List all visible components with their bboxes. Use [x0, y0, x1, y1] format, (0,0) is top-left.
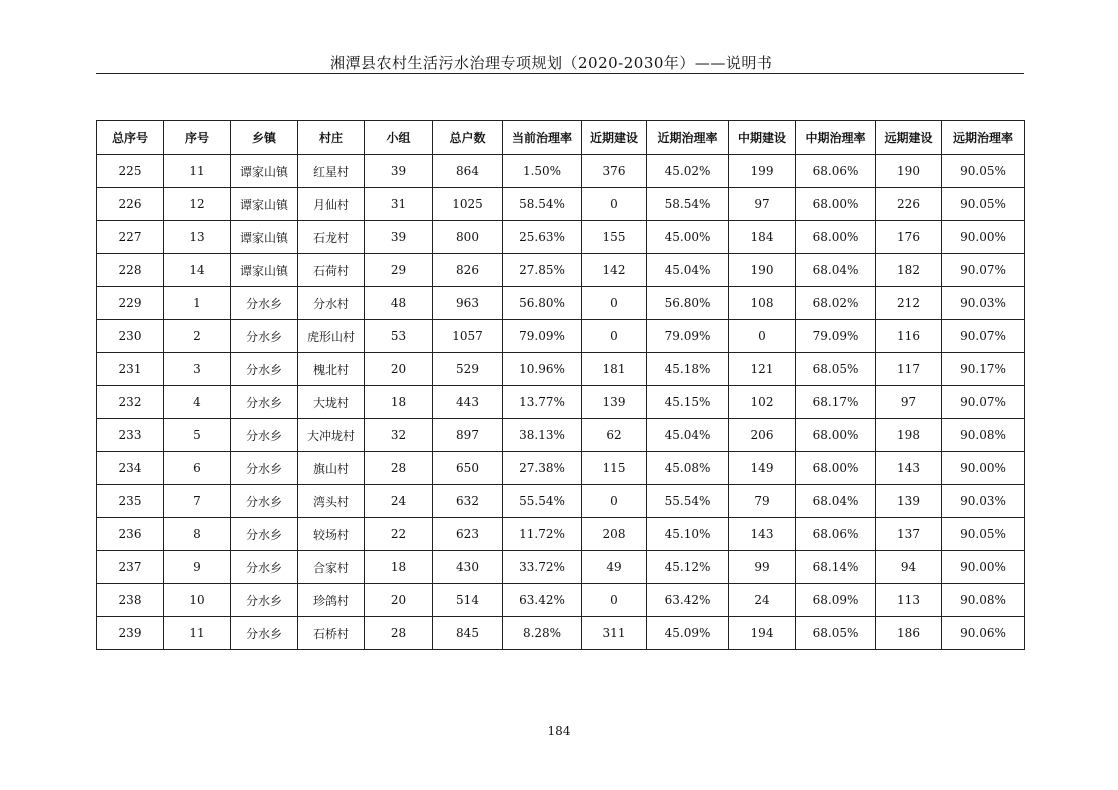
header-rule — [96, 73, 1024, 74]
table-row — [97, 320, 1025, 353]
table-cell: 239 — [97, 617, 164, 650]
table-cell: 分水乡 — [231, 617, 298, 650]
table-cell: 963 — [433, 287, 503, 320]
table-cell: 97 — [729, 188, 796, 221]
table-cell: 68.06% — [796, 155, 876, 188]
table-cell: 22 — [365, 518, 433, 551]
table-cell: 208 — [582, 518, 647, 551]
table-cell: 62 — [582, 419, 647, 452]
table-row — [97, 221, 1025, 254]
table-cell: 18 — [365, 386, 433, 419]
table-cell: 0 — [582, 287, 647, 320]
table-cell: 143 — [729, 518, 796, 551]
table-cell: 230 — [97, 320, 164, 353]
table-row — [97, 188, 1025, 221]
table-cell: 632 — [433, 485, 503, 518]
table-cell: 79 — [729, 485, 796, 518]
table-cell: 143 — [876, 452, 942, 485]
table-cell: 4 — [164, 386, 231, 419]
table-cell: 90.05% — [942, 518, 1025, 551]
table-cell: 68.05% — [796, 353, 876, 386]
table-cell: 分水乡 — [231, 353, 298, 386]
table-cell: 谭家山镇 — [231, 155, 298, 188]
table-cell: 45.15% — [647, 386, 729, 419]
table-cell: 117 — [876, 353, 942, 386]
table-cell: 45.08% — [647, 452, 729, 485]
table-cell: 1.50% — [503, 155, 582, 188]
table-cell: 谭家山镇 — [231, 221, 298, 254]
table-cell: 39 — [365, 221, 433, 254]
table-cell: 99 — [729, 551, 796, 584]
table-cell: 90.05% — [942, 155, 1025, 188]
table-cell: 45.04% — [647, 419, 729, 452]
table-cell: 137 — [876, 518, 942, 551]
table-cell: 90.07% — [942, 254, 1025, 287]
table-cell: 121 — [729, 353, 796, 386]
table-cell: 430 — [433, 551, 503, 584]
table-cell: 旗山村 — [298, 452, 365, 485]
table-cell: 11 — [164, 617, 231, 650]
table-cell: 102 — [729, 386, 796, 419]
table-cell: 谭家山镇 — [231, 188, 298, 221]
table-cell: 25.63% — [503, 221, 582, 254]
table-cell: 大冲垅村 — [298, 419, 365, 452]
table-cell: 10 — [164, 584, 231, 617]
table-row — [97, 254, 1025, 287]
table-cell: 68.00% — [796, 452, 876, 485]
table-cell: 56.80% — [647, 287, 729, 320]
table-cell: 235 — [97, 485, 164, 518]
table-cell: 24 — [729, 584, 796, 617]
table-cell: 虎形山村 — [298, 320, 365, 353]
table-cell: 206 — [729, 419, 796, 452]
table-cell: 68.17% — [796, 386, 876, 419]
table-cell: 58.54% — [647, 188, 729, 221]
table-cell: 236 — [97, 518, 164, 551]
table-cell: 237 — [97, 551, 164, 584]
table-cell: 27.85% — [503, 254, 582, 287]
table-cell: 68.14% — [796, 551, 876, 584]
table-cell: 90.07% — [942, 320, 1025, 353]
table-row — [97, 353, 1025, 386]
table-cell: 49 — [582, 551, 647, 584]
table-cell: 分水乡 — [231, 419, 298, 452]
table-cell: 13 — [164, 221, 231, 254]
table-cell: 376 — [582, 155, 647, 188]
table-cell: 6 — [164, 452, 231, 485]
table-cell: 800 — [433, 221, 503, 254]
table-row — [97, 485, 1025, 518]
data-table — [96, 120, 1025, 650]
table-cell: 311 — [582, 617, 647, 650]
table-cell: 39 — [365, 155, 433, 188]
table-cell: 45.12% — [647, 551, 729, 584]
table-cell: 槐北村 — [298, 353, 365, 386]
table-cell: 1057 — [433, 320, 503, 353]
table-row — [97, 584, 1025, 617]
table-cell: 12 — [164, 188, 231, 221]
table-cell: 45.02% — [647, 155, 729, 188]
table-cell: 186 — [876, 617, 942, 650]
table-cell: 月仙村 — [298, 188, 365, 221]
document-header-title: 湘潭县农村生活污水治理专项规划（2020-2030年）——说明书 — [330, 54, 773, 72]
table-cell: 514 — [433, 584, 503, 617]
table-cell: 63.42% — [503, 584, 582, 617]
table-cell: 珍鸽村 — [298, 584, 365, 617]
table-cell: 0 — [582, 584, 647, 617]
table-cell: 155 — [582, 221, 647, 254]
table-cell: 115 — [582, 452, 647, 485]
table-cell: 石龙村 — [298, 221, 365, 254]
table-cell: 68.04% — [796, 485, 876, 518]
table-cell: 194 — [729, 617, 796, 650]
table-cell: 90.05% — [942, 188, 1025, 221]
table-cell: 231 — [97, 353, 164, 386]
table-cell: 97 — [876, 386, 942, 419]
table-cell: 228 — [97, 254, 164, 287]
table-cell: 1025 — [433, 188, 503, 221]
table-cell: 8 — [164, 518, 231, 551]
column-header: 当前治理率 — [503, 121, 582, 155]
table-cell: 较场村 — [298, 518, 365, 551]
column-header: 总序号 — [97, 121, 164, 155]
table-cell: 20 — [365, 353, 433, 386]
table-cell: 68.02% — [796, 287, 876, 320]
table-cell: 0 — [582, 485, 647, 518]
table-cell: 9 — [164, 551, 231, 584]
table-row — [97, 287, 1025, 320]
table-cell: 谭家山镇 — [231, 254, 298, 287]
table-cell: 232 — [97, 386, 164, 419]
table-row — [97, 617, 1025, 650]
table-cell: 198 — [876, 419, 942, 452]
table-cell: 184 — [729, 221, 796, 254]
table-cell: 45.00% — [647, 221, 729, 254]
table-cell: 55.54% — [503, 485, 582, 518]
table-cell: 0 — [582, 188, 647, 221]
table-cell: 443 — [433, 386, 503, 419]
table-cell: 13.77% — [503, 386, 582, 419]
table-cell: 11.72% — [503, 518, 582, 551]
column-header: 近期治理率 — [647, 121, 729, 155]
table-cell: 8.28% — [503, 617, 582, 650]
table-cell: 合家村 — [298, 551, 365, 584]
table-cell: 233 — [97, 419, 164, 452]
table-body — [97, 155, 1025, 650]
table-cell: 68.00% — [796, 188, 876, 221]
page-number: 184 — [547, 724, 571, 738]
table-cell: 90.07% — [942, 386, 1025, 419]
table-cell: 227 — [97, 221, 164, 254]
column-header: 序号 — [164, 121, 231, 155]
table-cell: 116 — [876, 320, 942, 353]
table-cell: 分水乡 — [231, 386, 298, 419]
table-cell: 845 — [433, 617, 503, 650]
table-cell: 142 — [582, 254, 647, 287]
table-cell: 18 — [365, 551, 433, 584]
table-cell: 45.09% — [647, 617, 729, 650]
column-header: 乡镇 — [231, 121, 298, 155]
table-cell: 90.17% — [942, 353, 1025, 386]
table-cell: 32 — [365, 419, 433, 452]
table-cell: 79.09% — [796, 320, 876, 353]
table-cell: 大垅村 — [298, 386, 365, 419]
table-cell: 826 — [433, 254, 503, 287]
column-header: 近期建设 — [582, 121, 647, 155]
table-cell: 90.03% — [942, 485, 1025, 518]
table-row — [97, 551, 1025, 584]
table-cell: 45.10% — [647, 518, 729, 551]
table-cell: 分水乡 — [231, 287, 298, 320]
table-cell: 45.04% — [647, 254, 729, 287]
table-cell: 226 — [97, 188, 164, 221]
table-cell: 90.08% — [942, 584, 1025, 617]
table-cell: 分水乡 — [231, 320, 298, 353]
table-cell: 10.96% — [503, 353, 582, 386]
table-row — [97, 518, 1025, 551]
table-cell: 石桥村 — [298, 617, 365, 650]
table-cell: 0 — [729, 320, 796, 353]
table-cell: 190 — [876, 155, 942, 188]
table-cell: 0 — [582, 320, 647, 353]
table-cell: 90.00% — [942, 452, 1025, 485]
table-cell: 14 — [164, 254, 231, 287]
table-cell: 864 — [433, 155, 503, 188]
column-header: 中期治理率 — [796, 121, 876, 155]
table-cell: 68.00% — [796, 221, 876, 254]
table-cell: 79.09% — [503, 320, 582, 353]
table-cell: 分水乡 — [231, 584, 298, 617]
table-cell: 212 — [876, 287, 942, 320]
table-cell: 897 — [433, 419, 503, 452]
table-cell: 29 — [365, 254, 433, 287]
table-cell: 分水乡 — [231, 551, 298, 584]
table-cell: 2 — [164, 320, 231, 353]
table-cell: 623 — [433, 518, 503, 551]
table-cell: 分水乡 — [231, 485, 298, 518]
table-cell: 33.72% — [503, 551, 582, 584]
table-cell: 90.06% — [942, 617, 1025, 650]
table-cell: 分水乡 — [231, 518, 298, 551]
table-cell: 53 — [365, 320, 433, 353]
table-cell: 94 — [876, 551, 942, 584]
table-cell: 68.00% — [796, 419, 876, 452]
table-cell: 650 — [433, 452, 503, 485]
table-cell: 108 — [729, 287, 796, 320]
table-cell: 24 — [365, 485, 433, 518]
table-header-row — [97, 121, 1025, 155]
table-cell: 90.00% — [942, 221, 1025, 254]
table-cell: 176 — [876, 221, 942, 254]
table-cell: 1 — [164, 287, 231, 320]
column-header: 总户数 — [433, 121, 503, 155]
column-header: 小组 — [365, 121, 433, 155]
table-row — [97, 386, 1025, 419]
table-cell: 分水村 — [298, 287, 365, 320]
table-cell: 5 — [164, 419, 231, 452]
table-cell: 238 — [97, 584, 164, 617]
table-cell: 55.54% — [647, 485, 729, 518]
table-cell: 79.09% — [647, 320, 729, 353]
table-cell: 199 — [729, 155, 796, 188]
table-cell: 7 — [164, 485, 231, 518]
table-cell: 分水乡 — [231, 452, 298, 485]
table-cell: 90.00% — [942, 551, 1025, 584]
column-header: 中期建设 — [729, 121, 796, 155]
column-header: 村庄 — [298, 121, 365, 155]
table-cell: 28 — [365, 617, 433, 650]
table-cell: 181 — [582, 353, 647, 386]
table-cell: 68.09% — [796, 584, 876, 617]
table-cell: 石荷村 — [298, 254, 365, 287]
table-cell: 90.08% — [942, 419, 1025, 452]
table-cell: 90.03% — [942, 287, 1025, 320]
table-cell: 68.05% — [796, 617, 876, 650]
table-cell: 225 — [97, 155, 164, 188]
table-cell: 湾头村 — [298, 485, 365, 518]
table-cell: 68.04% — [796, 254, 876, 287]
table-cell: 234 — [97, 452, 164, 485]
table-cell: 28 — [365, 452, 433, 485]
table-cell: 68.06% — [796, 518, 876, 551]
column-header: 远期建设 — [876, 121, 942, 155]
table-cell: 226 — [876, 188, 942, 221]
table-cell: 149 — [729, 452, 796, 485]
table-cell: 3 — [164, 353, 231, 386]
table-cell: 11 — [164, 155, 231, 188]
table-cell: 229 — [97, 287, 164, 320]
table-cell: 529 — [433, 353, 503, 386]
table-cell: 113 — [876, 584, 942, 617]
table-cell: 27.38% — [503, 452, 582, 485]
table-cell: 31 — [365, 188, 433, 221]
table-cell: 63.42% — [647, 584, 729, 617]
column-header: 远期治理率 — [942, 121, 1025, 155]
table-cell: 190 — [729, 254, 796, 287]
table-cell: 48 — [365, 287, 433, 320]
table-row — [97, 452, 1025, 485]
table-cell: 45.18% — [647, 353, 729, 386]
table-cell: 38.13% — [503, 419, 582, 452]
table-row — [97, 155, 1025, 188]
table-cell: 139 — [876, 485, 942, 518]
table-cell: 红星村 — [298, 155, 365, 188]
table-cell: 182 — [876, 254, 942, 287]
table-cell: 56.80% — [503, 287, 582, 320]
table-cell: 20 — [365, 584, 433, 617]
table-cell: 58.54% — [503, 188, 582, 221]
table-row — [97, 419, 1025, 452]
table-cell: 139 — [582, 386, 647, 419]
